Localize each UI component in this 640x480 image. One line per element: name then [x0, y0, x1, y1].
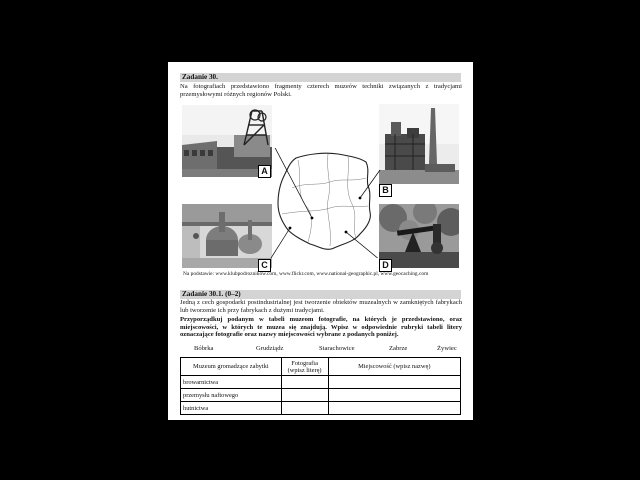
town-option: Zabrze	[389, 345, 408, 352]
town-option: Bóbrka	[194, 345, 214, 352]
photo-source-note: Na podstawie: www.klubpodroznikow.com, www.flickr.com, www.national-geographic.pl, www.geocaching.com	[183, 271, 429, 277]
photo-c-label: C	[258, 259, 271, 272]
task30-1-paragraph: Jedną z cech gospodarki postindustrialnej jest tworzenie obiektów muzealnych w zamkniętych fabrykach lub tworzenie ich przy fabrykach z dużymi tradycjami.	[180, 299, 462, 314]
task30-intro: Na fotografiach przedstawiono fragmenty czterech muzeów techniki związanych z tradycjami przemysłowymi różnych regionów Polski.	[180, 83, 462, 98]
row-museum-label: hutnictwa	[181, 402, 282, 415]
table-row	[181, 376, 461, 389]
answer-photo-cell[interactable]	[281, 402, 328, 415]
task30-1-heading: Zadanie 30.1. (0–2)	[180, 290, 461, 299]
header-museum: Muzeum gromadzące zabytki	[181, 358, 282, 376]
row-museum-label: browarnictwa	[181, 376, 282, 389]
answer-photo-cell[interactable]	[281, 376, 328, 389]
town-option: Żywiec	[437, 345, 457, 352]
museum-answer-table	[180, 357, 461, 415]
header-town: Miejscowość (wpisz nazwę)	[328, 358, 460, 376]
task30-heading: Zadanie 30.	[180, 73, 461, 82]
poland-map	[268, 148, 383, 258]
photo-a-label: A	[258, 165, 271, 178]
answer-town-cell[interactable]	[328, 376, 460, 389]
town-option: Grudziądz	[256, 345, 284, 352]
table-header-row	[181, 358, 461, 376]
header-photo: Fotografia (wpisz literę)	[281, 358, 328, 376]
town-option: Starachowice	[319, 345, 355, 352]
row-museum-label: przemysłu naftowego	[181, 389, 282, 402]
table-row	[181, 389, 461, 402]
answer-photo-cell[interactable]	[281, 389, 328, 402]
task30-1-instruction: Przyporządkuj podanym w tabeli muzeom fotografie, na których je przedstawiono, oraz miejscowości, w których te muzea się znajdują. Wpisz w odpowiednie rubryki tabeli litery oznaczające fotografie oraz nazwy miejscowości wybrane z podanych poniżej.	[180, 316, 462, 339]
photo-b-label: B	[379, 184, 392, 197]
photo-b-blast-furnace	[379, 104, 459, 184]
table-row	[181, 402, 461, 415]
answer-town-cell[interactable]	[328, 402, 460, 415]
photo-d-label: D	[379, 259, 392, 272]
exam-page	[168, 62, 473, 420]
answer-town-cell[interactable]	[328, 389, 460, 402]
